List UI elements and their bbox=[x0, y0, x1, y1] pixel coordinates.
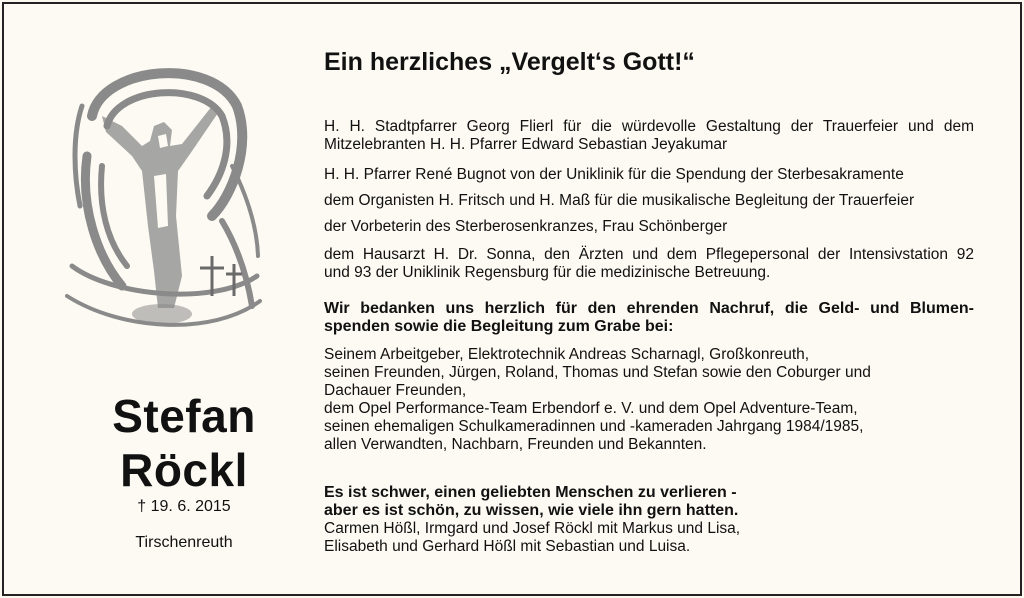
thanks-paragraph-4 bbox=[324, 218, 974, 236]
thanks-paragraph-3 bbox=[324, 192, 974, 210]
recipient-line: allen Verwandten, Nachbarn, Freunden und Bekannten. bbox=[324, 436, 707, 453]
deceased-first-name: Stefan bbox=[112, 390, 256, 442]
recipient-line: dem Opel Performance-Team Erbendorf e. V. und dem Opel Adventure-Team, bbox=[324, 400, 858, 417]
quote-line: aber es ist schön, zu wissen, wie viele ihn gern hatten. bbox=[324, 502, 739, 519]
thanks-paragraph-2 bbox=[324, 166, 974, 184]
resurrection-figure-illustration bbox=[62, 46, 262, 346]
thanks-line: dem Hausarzt H. Dr. Sonna, den Ärzten und dem Pflegepersonal der Intensivstation 92 bbox=[324, 246, 974, 263]
quote bbox=[324, 484, 974, 520]
deceased-last-name: Röckl bbox=[120, 444, 248, 496]
thanks-paragraph-1 bbox=[324, 118, 974, 154]
thanks-line: H. H. Stadtpfarrer Georg Flierl für die würdevolle Gestaltung der Trauerfeier und dem bbox=[324, 118, 974, 135]
bold-intro-line: Wir bedanken uns herzlich für den ehrenden Nachruf, die Geld- und Blumen- bbox=[324, 300, 974, 317]
thanks-paragraph-5 bbox=[324, 246, 974, 282]
recipient-line: seinen Freunden, Jürgen, Roland, Thomas und Stefan sowie den Coburger und bbox=[324, 364, 871, 381]
signer-line: Carmen Hößl, Irmgard und Josef Röckl mit Markus und Lisa, bbox=[324, 520, 741, 537]
place-name: Tirschenreuth bbox=[135, 534, 233, 551]
recipient-line: seinen ehemaligen Schulkameradinnen und -kameraden Jahrgang 1984/1985, bbox=[324, 418, 864, 435]
recipient-line: Seinem Arbeitgeber, Elektrotechnik Andreas Scharnagl, Großkonreuth, bbox=[324, 346, 810, 363]
recipients-list bbox=[324, 346, 974, 454]
bold-intro bbox=[324, 300, 974, 336]
bold-intro-line: spenden sowie die Begleitung zum Grabe bei: bbox=[324, 318, 674, 335]
thanks-line: Mitzelebranten H. H. Pfarrer Edward Sebastian Jeyakumar bbox=[324, 136, 728, 153]
quote-line: Es ist schwer, einen geliebten Menschen zu verlieren - bbox=[324, 484, 737, 501]
recipient-line: Dachauer Freunden, bbox=[324, 382, 467, 399]
page-title: Ein herzliches „Vergelt‘s Gott!“ bbox=[324, 48, 695, 76]
signer-line: Elisabeth und Gerhard Hößl mit Sebastian und Luisa. bbox=[324, 538, 691, 555]
left-column bbox=[4, 4, 304, 594]
thanks-line: und 93 der Uniklinik Regensburg für die medizinische Betreuung. bbox=[324, 264, 771, 281]
thanks-line: der Vorbeterin des Sterberosenkranzes, Frau Schönberger bbox=[324, 218, 728, 235]
obituary-card bbox=[2, 2, 1022, 596]
death-date: † 19. 6. 2015 bbox=[137, 498, 231, 515]
signers bbox=[324, 520, 974, 556]
thanks-line: H. H. Pfarrer René Bugnot von der Uniklinik für die Spendung der Sterbesakramente bbox=[324, 166, 904, 183]
thanks-line: dem Organisten H. Fritsch und H. Maß für die musikalische Begleitung der Trauerfeier bbox=[324, 192, 915, 209]
